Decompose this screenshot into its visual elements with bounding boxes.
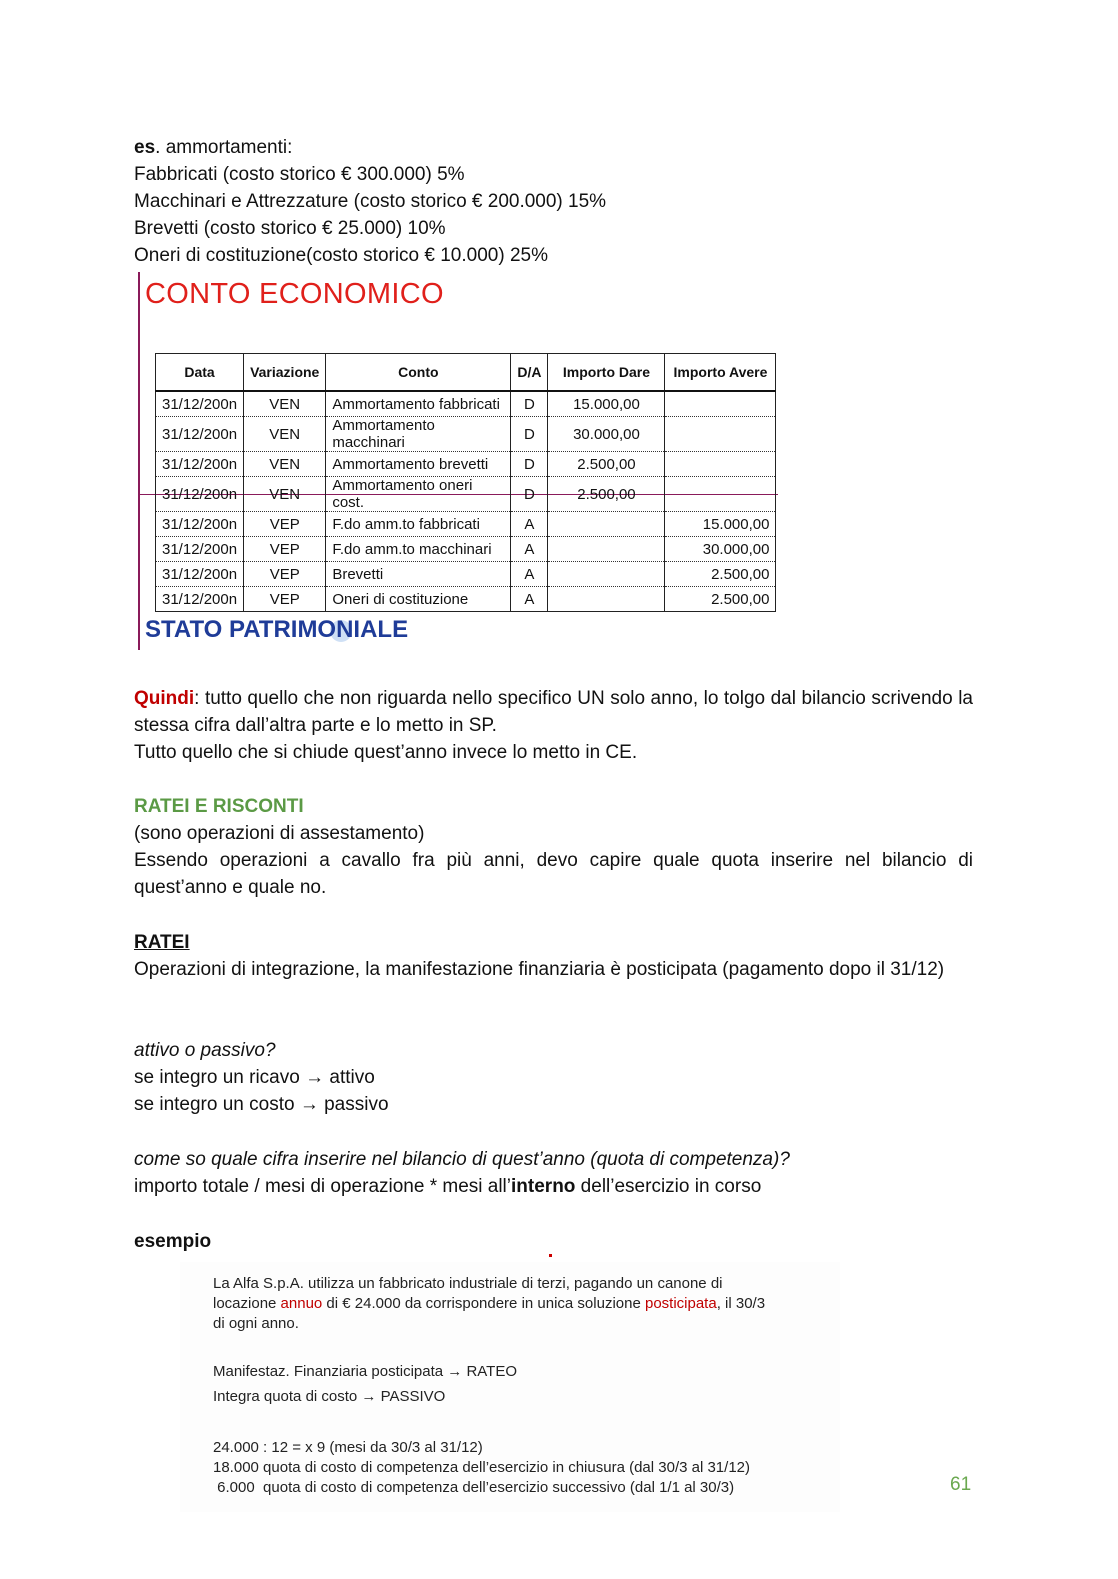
example-line: Integra quota di costo → PASSIVO xyxy=(213,1388,446,1405)
cell-conto: Ammortamento brevetti xyxy=(326,452,511,477)
cell-dare xyxy=(548,512,665,537)
cell-variazione: VEN xyxy=(244,391,326,417)
example-line: 24.000 : 12 = x 9 (mesi da 30/3 al 31/12) xyxy=(213,1439,483,1456)
cell-conto: Oneri di costituzione xyxy=(326,587,511,612)
col-header-dare: Importo Dare xyxy=(548,354,665,392)
cell-avere xyxy=(665,477,776,512)
ratei-risconti-title: RATEI E RISCONTI xyxy=(134,796,304,817)
cell-conto: F.do amm.to macchinari xyxy=(326,537,511,562)
ratei-title: RATEI xyxy=(134,932,190,953)
col-header-data: Data xyxy=(156,354,244,392)
example-line: 18.000 quota di costo di competenza dell’esercizio in chiusura (dal 30/3 al 31/12) xyxy=(213,1459,750,1476)
table-row xyxy=(156,391,776,417)
cell-variazione: VEN xyxy=(244,452,326,477)
cell-data: 31/12/200n xyxy=(156,537,244,562)
cell-avere: 30.000,00 xyxy=(665,537,776,562)
example-line: Manifestaz. Finanziaria posticipata → RATEO xyxy=(213,1363,518,1380)
ratei-rule1: se integro un ricavo → attivo xyxy=(134,1067,375,1088)
stato-patrimoniale-title: STATO PATRIMONIALE xyxy=(145,616,409,643)
intro-item: Macchinari e Attrezzature (costo storico € 200.000) 15% xyxy=(134,191,607,212)
ratei-text: Operazioni di integrazione, la manifestazione finanziaria è posticipata (pagamento dopo il 31/12) xyxy=(134,959,945,980)
example-line: La Alfa S.p.A. utilizza un fabbricato industriale di terzi, pagando un canone di xyxy=(213,1275,723,1292)
cell-conto: Brevetti xyxy=(326,562,511,587)
cell-variazione: VEN xyxy=(244,417,326,452)
cell-data: 31/12/200n xyxy=(156,562,244,587)
ratei-question2: come so quale cifra inserire nel bilancio di quest’anno (quota di competenza)? xyxy=(134,1149,790,1170)
quindi-paragraph: Quindi: tutto quello che non riguarda nello specifico UN solo anno, lo tolgo dal bilancio scrivendo la stessa cifra dall’altra parte e lo metto in SP. xyxy=(134,688,973,736)
cell-conto: F.do amm.to fabbricati xyxy=(326,512,511,537)
cell-data: 31/12/200n xyxy=(156,587,244,612)
table-header-row xyxy=(156,354,776,392)
table-row xyxy=(156,562,776,587)
page-number: 61 xyxy=(950,1474,972,1495)
col-header-variazione: Variazione xyxy=(244,354,326,392)
cell-avere: 2.500,00 xyxy=(665,562,776,587)
ratei-formula: importo totale / mesi di operazione * mesi all’interno dell’esercizio in corso xyxy=(134,1176,762,1197)
cell-avere: 2.500,00 xyxy=(665,587,776,612)
cell-da: D xyxy=(511,452,548,477)
example-image xyxy=(180,1262,840,1512)
quindi-line2: Tutto quello che si chiude quest’anno invece lo metto in CE. xyxy=(134,742,638,763)
cell-data: 31/12/200n xyxy=(156,477,244,512)
ratei-risconti-text: Essendo operazioni a cavallo fra più anni, devo capire quale quota inserire nel bilancio di quest’anno e quale no. xyxy=(134,850,973,898)
col-header-avere: Importo Avere xyxy=(665,354,776,392)
cell-data: 31/12/200n xyxy=(156,417,244,452)
cell-da: A xyxy=(511,587,548,612)
ratei-question1: attivo o passivo? xyxy=(134,1040,276,1061)
cell-da: A xyxy=(511,562,548,587)
cell-da: A xyxy=(511,537,548,562)
cell-variazione: VEP xyxy=(244,512,326,537)
cell-avere xyxy=(665,417,776,452)
conto-economico-title: CONTO ECONOMICO xyxy=(145,278,444,310)
ratei-rule2: se integro un costo → passivo xyxy=(134,1094,389,1115)
cell-dare: 30.000,00 xyxy=(548,417,665,452)
cell-conto: Ammortamento oneri cost. xyxy=(326,477,511,512)
example-line: di ogni anno. xyxy=(213,1315,299,1332)
cell-dare xyxy=(548,587,665,612)
table-row xyxy=(156,477,776,512)
cell-avere: 15.000,00 xyxy=(665,512,776,537)
intro-item: Brevetti (costo storico € 25.000) 10% xyxy=(134,218,446,239)
cell-variazione: VEP xyxy=(244,537,326,562)
table-row xyxy=(156,417,776,452)
ledger-table xyxy=(155,353,776,612)
example-line: locazione annuo di € 24.000 da corrispondere in unica soluzione posticipata, il 30/3 xyxy=(213,1295,766,1312)
cell-variazione: VEP xyxy=(244,587,326,612)
vertical-divider xyxy=(138,272,140,650)
cell-data: 31/12/200n xyxy=(156,452,244,477)
example-line: 6.000 quota di costo di competenza dell’esercizio successivo (dal 1/1 al 30/3) xyxy=(213,1479,735,1496)
cell-da: D xyxy=(511,477,548,512)
intro-item: Fabbricati (costo storico € 300.000) 5% xyxy=(134,164,465,185)
table-row xyxy=(156,452,776,477)
cell-avere xyxy=(665,452,776,477)
cell-variazione: VEN xyxy=(244,477,326,512)
ratei-risconti-sub: (sono operazioni di assestamento) xyxy=(134,823,425,844)
cell-da: D xyxy=(511,391,548,417)
cell-da: A xyxy=(511,512,548,537)
cell-data: 31/12/200n xyxy=(156,512,244,537)
cell-conto: Ammortamento macchinari xyxy=(326,417,511,452)
cell-dare: 15.000,00 xyxy=(548,391,665,417)
col-header-conto: Conto xyxy=(326,354,511,392)
red-dot xyxy=(549,1254,552,1257)
cell-avere xyxy=(665,391,776,417)
cell-conto: Ammortamento fabbricati xyxy=(326,391,511,417)
cell-dare xyxy=(548,537,665,562)
intro-item: Oneri di costituzione(costo storico € 10.000) 25% xyxy=(134,245,548,266)
cell-dare xyxy=(548,562,665,587)
cell-da: D xyxy=(511,417,548,452)
cell-dare: 2.500,00 xyxy=(548,477,665,512)
table-row xyxy=(156,512,776,537)
cell-dare: 2.500,00 xyxy=(548,452,665,477)
intro-lead: es. ammortamenti: xyxy=(134,137,293,158)
table-row xyxy=(156,587,776,612)
esempio-label: esempio xyxy=(134,1231,212,1252)
cell-variazione: VEP xyxy=(244,562,326,587)
col-header-da: D/A xyxy=(511,354,548,392)
cell-data: 31/12/200n xyxy=(156,391,244,417)
table-row xyxy=(156,537,776,562)
